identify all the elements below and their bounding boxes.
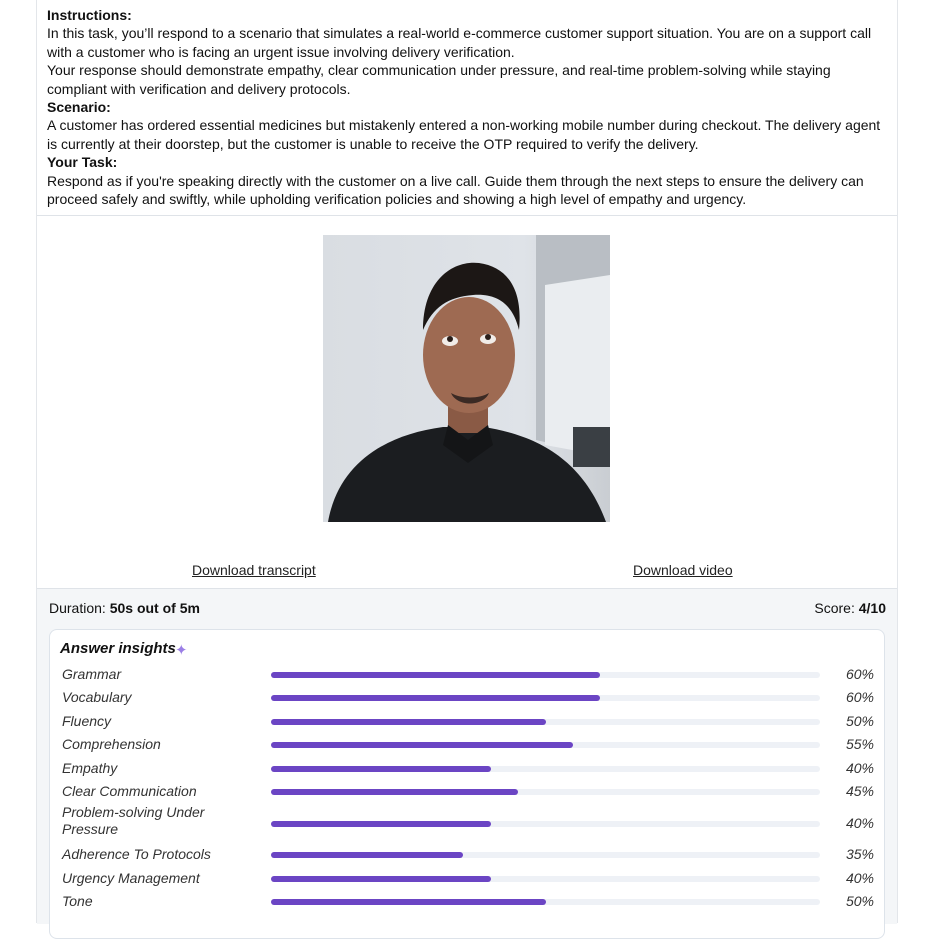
insight-row <box>50 869 886 889</box>
insight-percent: 50% <box>845 893 874 909</box>
instructions-section <box>37 0 897 216</box>
video-player[interactable] <box>323 235 610 522</box>
sparkle-icon: ✦ <box>175 642 188 659</box>
insight-bar-track <box>271 821 820 827</box>
insight-bar-fill <box>271 742 573 748</box>
download-video-link[interactable]: Download video <box>633 562 733 578</box>
insight-row <box>50 712 886 732</box>
insight-bar-fill <box>271 876 491 882</box>
insight-bar-track <box>271 876 820 882</box>
insight-row <box>50 806 886 842</box>
insight-label: Problem-solving Under Pressure <box>62 804 205 837</box>
duration-value: 50s out of 5m <box>109 600 200 616</box>
insight-bar-fill <box>271 899 546 905</box>
insight-bar-track <box>271 742 820 748</box>
insight-percent: 55% <box>845 736 874 752</box>
instructions-heading: Instructions: <box>47 7 132 23</box>
recording-section <box>37 217 897 587</box>
insight-label: Adherence To Protocols <box>62 846 211 862</box>
scenario-heading: Scenario: <box>47 99 111 116</box>
insight-bar-fill <box>271 766 491 772</box>
score-label: Score: <box>814 600 855 616</box>
insight-percent: 45% <box>845 783 874 799</box>
download-transcript-link[interactable]: Download transcript <box>192 562 316 578</box>
insight-row <box>50 845 886 865</box>
task-heading: Your Task: <box>47 154 118 171</box>
insight-bar-fill <box>271 852 463 858</box>
insight-label: Fluency <box>62 713 112 729</box>
insight-row <box>50 688 886 708</box>
duration <box>49 600 200 616</box>
insight-percent: 50% <box>845 713 874 729</box>
video-frame-image <box>323 235 610 522</box>
insight-row <box>50 759 886 779</box>
insight-percent: 40% <box>845 760 874 776</box>
insight-bar-fill <box>271 719 546 725</box>
insight-row <box>50 892 886 912</box>
insight-bar-fill <box>271 672 600 678</box>
results-section <box>37 588 897 924</box>
insight-label: Grammar <box>62 666 122 682</box>
answer-insights-card <box>49 629 885 939</box>
insight-percent: 40% <box>845 870 874 886</box>
insight-label: Vocabulary <box>62 689 132 705</box>
insight-percent: 35% <box>845 846 874 862</box>
instructions-text-2: Your response should demonstrate empathy, clear communication under pressure, and real-time problem-solving while staying compliant with verification and delivery protocols. <box>47 62 831 97</box>
insight-bar-track <box>271 695 820 701</box>
insight-row <box>50 665 886 685</box>
assessment-panel <box>36 0 898 923</box>
insight-bar-track <box>271 672 820 678</box>
duration-label: Duration: <box>49 600 106 616</box>
insight-bar-track <box>271 852 820 858</box>
answer-insights-title: Answer insights <box>60 640 176 657</box>
insight-label: Tone <box>62 893 93 909</box>
scenario-text: A customer has ordered essential medicines but mistakenly entered a non-working mobile number during checkout. The delivery agent is currently at their doorstep, but the customer is unable to receive the OTP required to verify the delivery. <box>47 117 881 152</box>
score <box>814 600 886 616</box>
task-text: Respond as if you're speaking directly with the customer on a live call. Guide them through the next steps to ensure the delivery can proceed safely and swiftly, while upholding verification policies and showing a high level of empathy and urgency. <box>47 172 864 208</box>
instructions-text-1: In this task, you’ll respond to a scenario that simulates a real-world e-commerce customer support situation. You are on a support call with a customer who is facing an urgent issue involving delivery verification. <box>47 25 872 60</box>
insight-bar-track <box>271 766 820 772</box>
insight-bar-fill <box>271 789 518 795</box>
insight-percent: 40% <box>845 815 874 831</box>
insight-label: Clear Communication <box>62 783 197 799</box>
insight-bar-track <box>271 899 820 905</box>
score-value: 4/10 <box>858 600 886 616</box>
insight-label: Empathy <box>62 760 118 776</box>
insight-label: Urgency Management <box>62 870 200 886</box>
insight-percent: 60% <box>845 689 874 705</box>
insight-bar-track <box>271 719 820 725</box>
insight-bar-fill <box>271 821 491 827</box>
insight-label: Comprehension <box>62 736 161 752</box>
insight-percent: 60% <box>845 666 874 682</box>
insight-bar-track <box>271 789 820 795</box>
insight-row <box>50 782 886 802</box>
insight-row <box>50 735 886 755</box>
insight-bar-fill <box>271 695 600 701</box>
